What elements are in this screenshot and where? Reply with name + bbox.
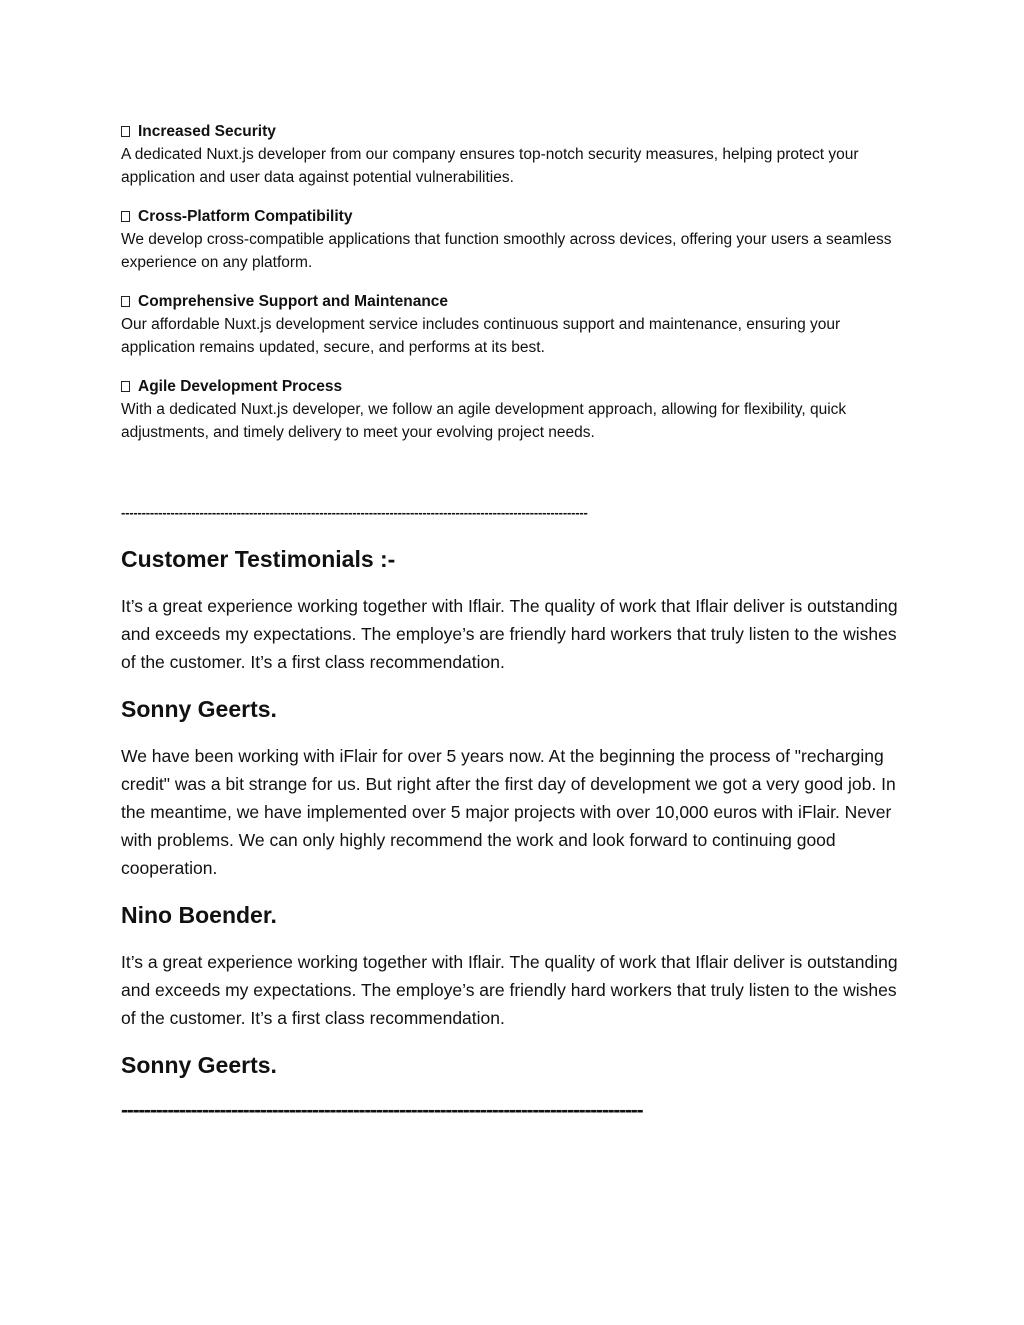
box-icon [121, 381, 130, 392]
feature-title: Increased Security [138, 123, 276, 140]
feature-description: With a dedicated Nuxt.js developer, we follow an agile development approach, allowing for flexibility, quick adjustments, and timely delivery to meet your evolving project needs. [121, 401, 847, 441]
feature-agile-process [121, 375, 906, 444]
feature-title: Cross-Platform Compatibility [138, 208, 353, 225]
testimonial-text: It’s a great experience working together with Iflair. The quality of work that Iflair deliver is outstanding and exceeds my expectations. The employe’s are friendly hard workers that truly listen to the wishes of the customer. It’s a first class recommendation. [121, 952, 898, 1028]
feature-title: Comprehensive Support and Maintenance [138, 293, 449, 310]
divider-bottom: ------------------------------------------------------------------------------------------ [121, 1099, 643, 1122]
box-icon [121, 126, 130, 137]
testimonial-author: Nino Boender. [121, 902, 277, 928]
feature-title: Agile Development Process [138, 378, 343, 395]
box-icon [121, 296, 130, 307]
box-icon [121, 211, 130, 222]
testimonial-author: Sonny Geerts. [121, 1052, 277, 1078]
testimonial-text: It’s a great experience working together with Iflair. The quality of work that Iflair deliver is outstanding and exceeds my expectations. The employe’s are friendly hard workers that truly listen to the wishes of the customer. It’s a first class recommendation. [121, 596, 898, 672]
feature-description: A dedicated Nuxt.js developer from our company ensures top-notch security measures, helping protect your application and user data against potential vulnerabilities. [121, 146, 859, 186]
feature-cross-platform [121, 205, 906, 274]
feature-description: We develop cross-compatible applications that function smoothly across devices, offering your users a seamless experience on any platform. [121, 231, 892, 271]
divider-top: ----------------------------------------------------------------------------------------------------------------- [121, 505, 588, 520]
feature-support-maintenance [121, 290, 906, 359]
feature-increased-security [121, 120, 906, 189]
feature-description: Our affordable Nuxt.js development service includes continuous support and maintenance, ensuring your application remains updated, secure, and performs at its best. [121, 316, 841, 356]
document-page [121, 120, 906, 1124]
testimonials-heading: Customer Testimonials :- [121, 546, 396, 572]
testimonial-text: We have been working with iFlair for over 5 years now. At the beginning the process of "recharging credit" was a bit strange for us. But right after the first day of development we got a very good job. In the meantime, we have implemented over 5 major projects with over 10,000 euros with iFlair. Never with problems. We can only highly recommend the work and look forward to continuing good cooperation. [121, 746, 896, 878]
testimonial-author: Sonny Geerts. [121, 696, 277, 722]
